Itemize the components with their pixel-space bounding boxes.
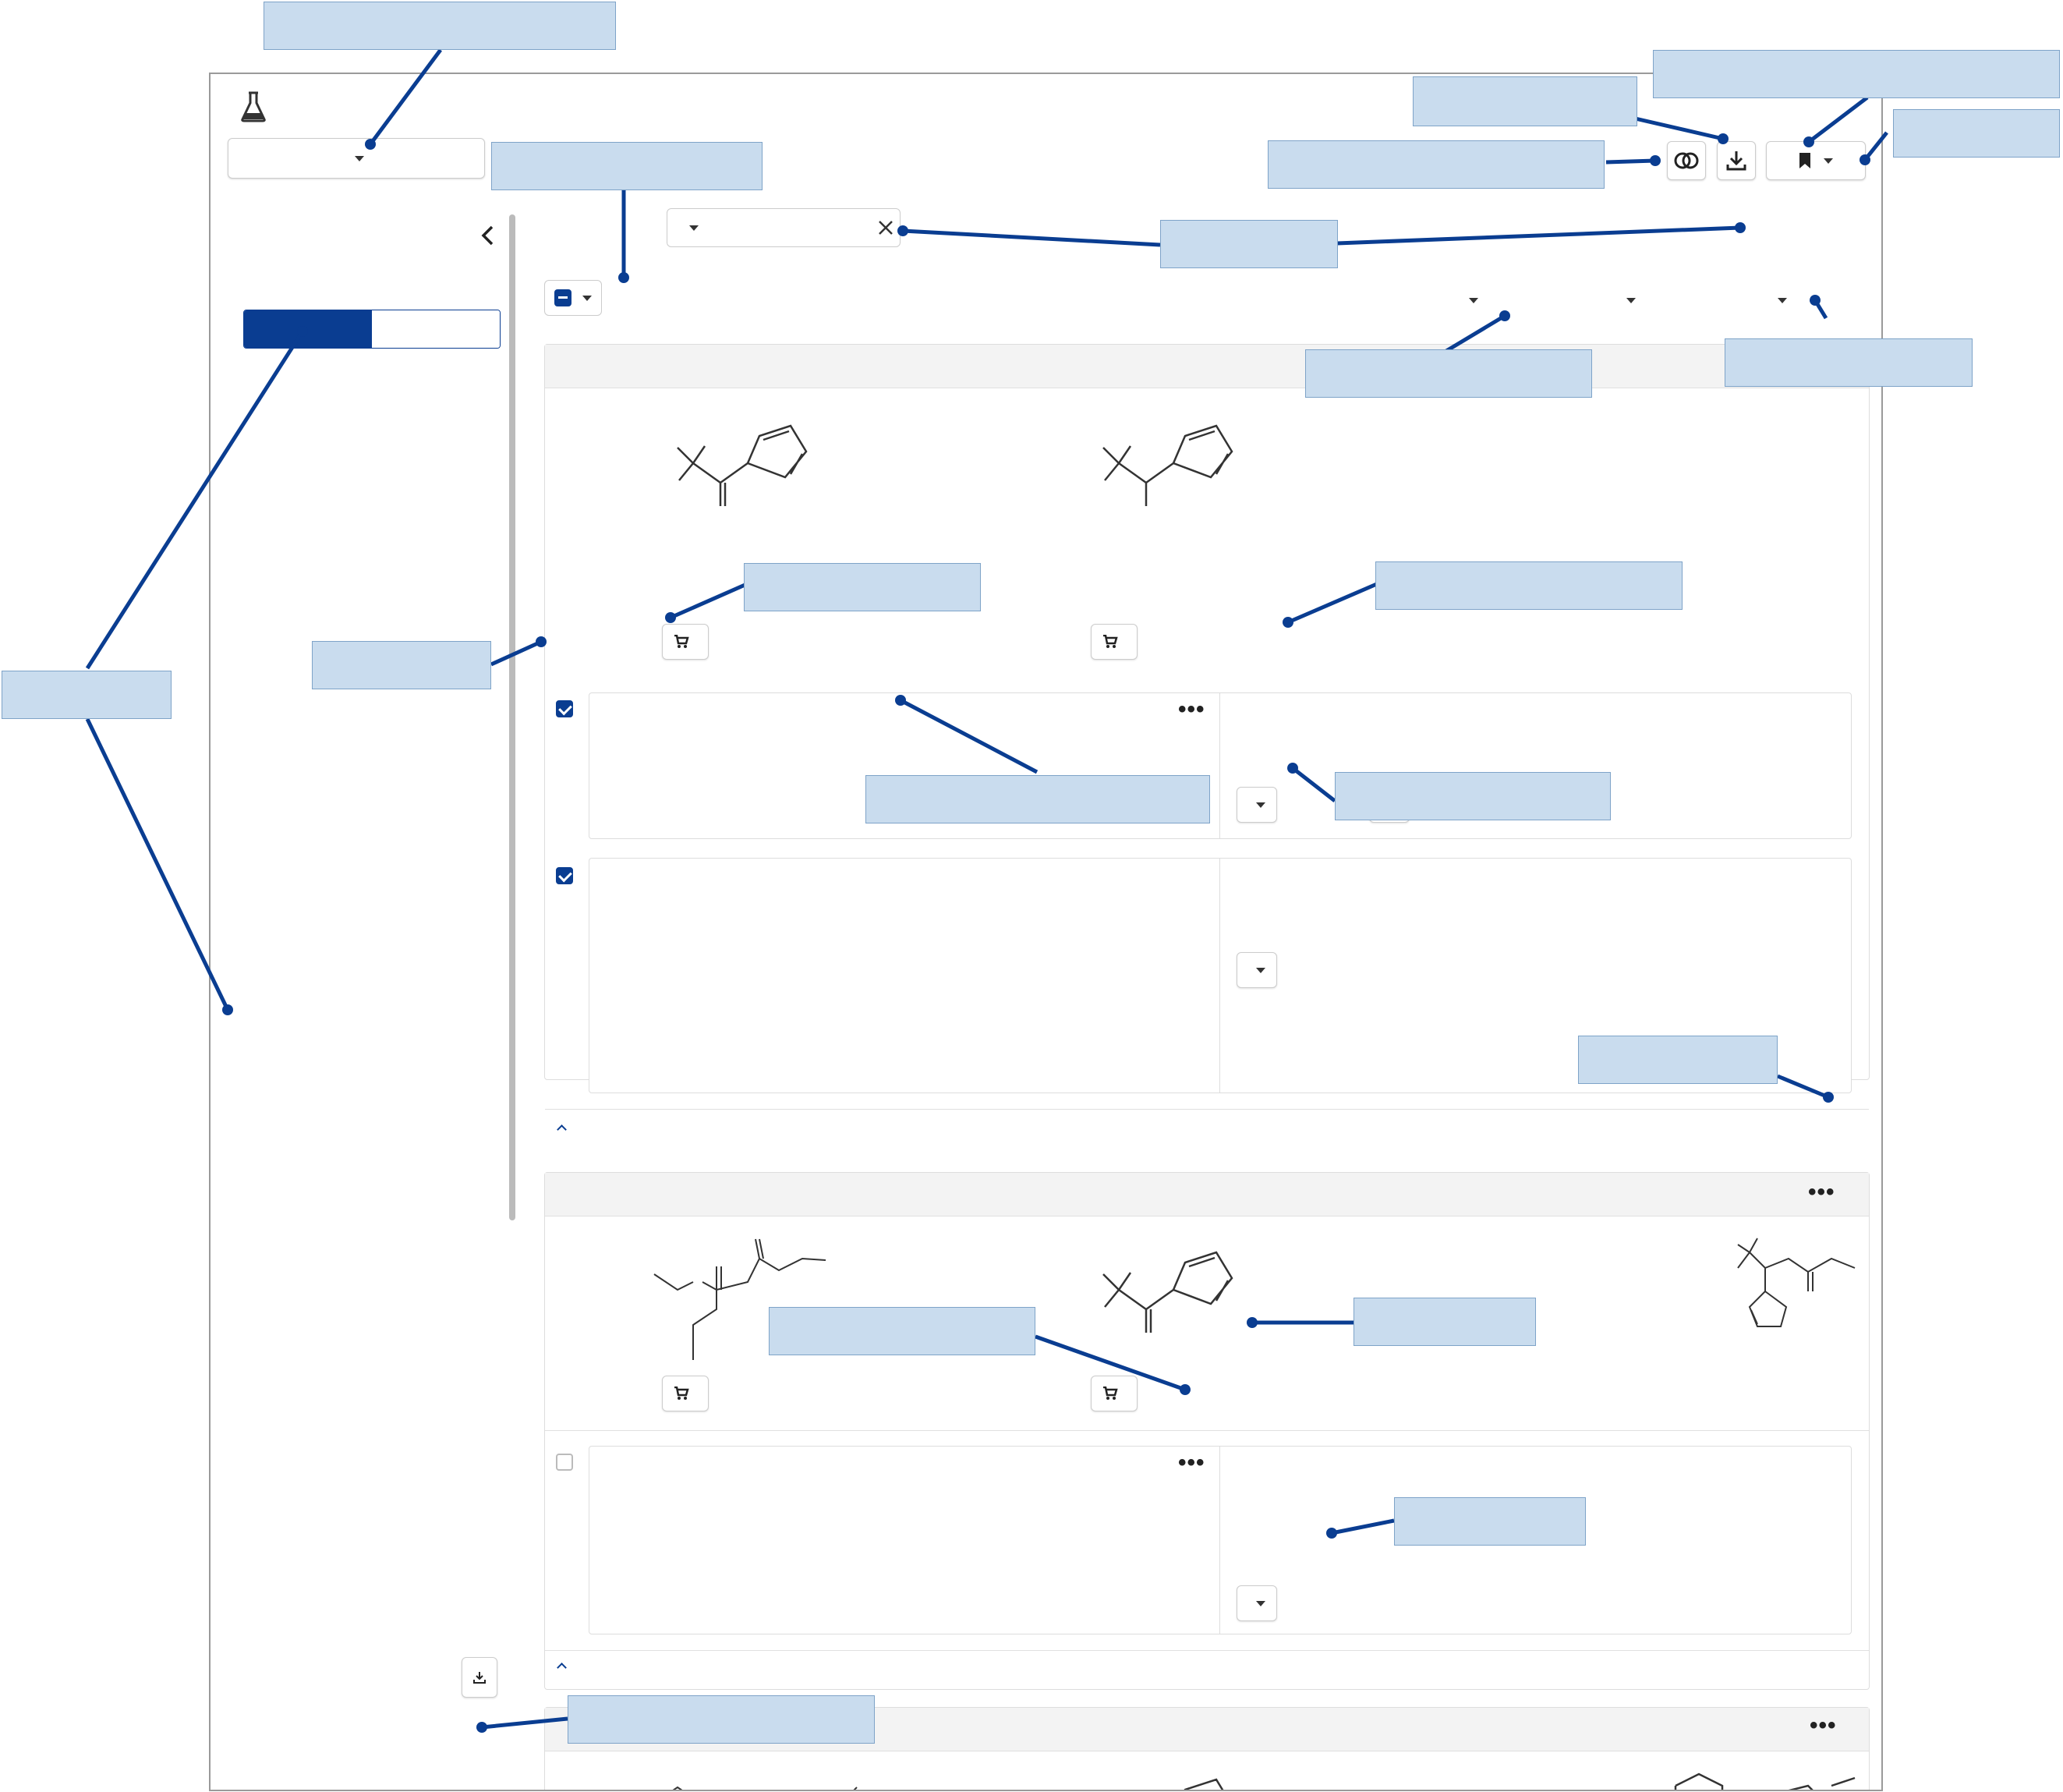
annotation-model-reaction <box>1578 1036 1778 1084</box>
scheme-1 <box>544 344 1870 1080</box>
reactant-structure[interactable] <box>1072 1762 1259 1791</box>
save-button[interactable] <box>1766 141 1866 180</box>
more-options-icon[interactable]: ••• <box>1178 696 1205 722</box>
partial-check-icon <box>554 289 571 306</box>
annotation-change-view <box>1725 338 1973 387</box>
sort-dropdown[interactable] <box>1626 289 1636 308</box>
sidebar-scrollbar[interactable] <box>509 214 515 1220</box>
view-dropdown[interactable] <box>1778 289 1787 308</box>
chevron-up-icon <box>557 1663 567 1673</box>
cart-icon <box>674 635 689 649</box>
annotation-combine-saved <box>1268 140 1605 189</box>
annotation-download-filter-contents <box>568 1695 875 1744</box>
get-similar-reactions-icon[interactable]: ••• <box>1178 1450 1205 1475</box>
reaction-card <box>589 1446 1852 1634</box>
annotation-clear-filters <box>1160 220 1338 268</box>
caret-down-icon <box>1824 158 1833 164</box>
scheme-2 <box>544 1172 1870 1690</box>
caret-down-icon <box>582 296 592 301</box>
collapse-scheme-link[interactable] <box>552 1657 565 1676</box>
chevron-up-icon <box>557 1124 567 1135</box>
annotation-view-patent-reference <box>1335 772 1611 820</box>
download-results-button[interactable] <box>1717 141 1756 180</box>
product-structure[interactable] <box>1714 1229 1883 1385</box>
annotation-keep-remove <box>491 142 763 190</box>
caret-down-icon <box>355 156 364 161</box>
annotation-save-results <box>1653 50 2060 98</box>
suppliers-button[interactable] <box>1091 1376 1138 1411</box>
select-all-dropdown[interactable] <box>544 280 602 316</box>
flask-icon <box>240 91 267 122</box>
reaction-reference-link[interactable] <box>1235 868 1500 887</box>
annotation-download-results <box>1413 76 1637 126</box>
scheme-title <box>562 357 576 376</box>
annotation-filter-results <box>2 671 172 719</box>
annotation-access-full-text <box>1394 1497 1586 1546</box>
annotation-select-results <box>312 641 491 689</box>
download-icon <box>1725 149 1748 172</box>
caret-down-icon <box>1256 802 1265 808</box>
download-filter-button[interactable] <box>462 1657 497 1698</box>
caret-down-icon <box>1256 1601 1265 1606</box>
collapse-sidebar-icon[interactable] <box>479 224 497 247</box>
group-dropdown[interactable] <box>1469 289 1478 308</box>
scheme-title <box>562 1185 576 1204</box>
combine-button[interactable] <box>1667 141 1706 180</box>
scheme-header <box>545 1173 1869 1217</box>
bookmark-icon <box>1799 152 1811 169</box>
annotation-get-similar-reactions <box>769 1307 1035 1355</box>
caret-down-icon <box>1778 298 1787 303</box>
reaction-select-checkbox[interactable] <box>556 700 573 717</box>
filter-by-button[interactable] <box>244 310 372 348</box>
download-icon <box>472 1670 487 1684</box>
exclude-button[interactable] <box>372 310 500 348</box>
annotation-view-substance-info <box>865 775 1210 823</box>
caret-down-icon <box>689 225 699 231</box>
caret-down-icon <box>1469 298 1478 303</box>
reagent-filter-chip[interactable] <box>667 208 901 247</box>
more-options-icon[interactable]: ••• <box>1810 1712 1837 1738</box>
reactant-structure[interactable] <box>646 409 833 541</box>
annotation-view-related-reference-data <box>264 2 616 50</box>
product-structure[interactable] <box>1652 1755 1878 1791</box>
full-text-button[interactable] <box>1237 952 1277 988</box>
reactant-structure[interactable] <box>646 1772 865 1791</box>
model-reaction-options-icon[interactable]: ••• <box>1808 1179 1835 1205</box>
annotation-view-suppliers <box>1354 1298 1536 1346</box>
close-icon[interactable] <box>877 219 894 236</box>
reaction-select-checkbox[interactable] <box>556 1454 573 1471</box>
app-window <box>209 73 1883 1791</box>
view-related-results-button[interactable] <box>228 138 485 179</box>
combine-icon <box>1673 151 1700 170</box>
behavior-toggle <box>243 310 501 349</box>
annotation-change-grouping <box>1305 349 1592 398</box>
collapse-scheme-link[interactable] <box>552 1119 565 1138</box>
caret-down-icon <box>1626 298 1636 303</box>
annotation-view-reaction-reference <box>1375 561 1683 610</box>
annotation-share-results <box>1893 109 2060 158</box>
suppliers-button[interactable] <box>1091 624 1138 660</box>
cart-icon <box>1102 635 1118 649</box>
reaction-select-checkbox[interactable] <box>556 867 573 884</box>
cart-icon <box>1102 1386 1118 1401</box>
suppliers-button[interactable] <box>662 1376 709 1411</box>
suppliers-button[interactable] <box>662 624 709 660</box>
cart-icon <box>674 1386 689 1401</box>
reactant-structure[interactable] <box>1072 1235 1259 1368</box>
filter-sidebar <box>228 208 507 1791</box>
full-text-button[interactable] <box>1237 1585 1277 1621</box>
annotation-view-result-detail <box>744 563 981 611</box>
patentpak-button[interactable] <box>1237 787 1277 823</box>
scheme-header <box>545 345 1869 388</box>
product-structure[interactable] <box>1072 409 1259 541</box>
reaction-card <box>589 692 1852 839</box>
caret-down-icon <box>1256 968 1265 973</box>
